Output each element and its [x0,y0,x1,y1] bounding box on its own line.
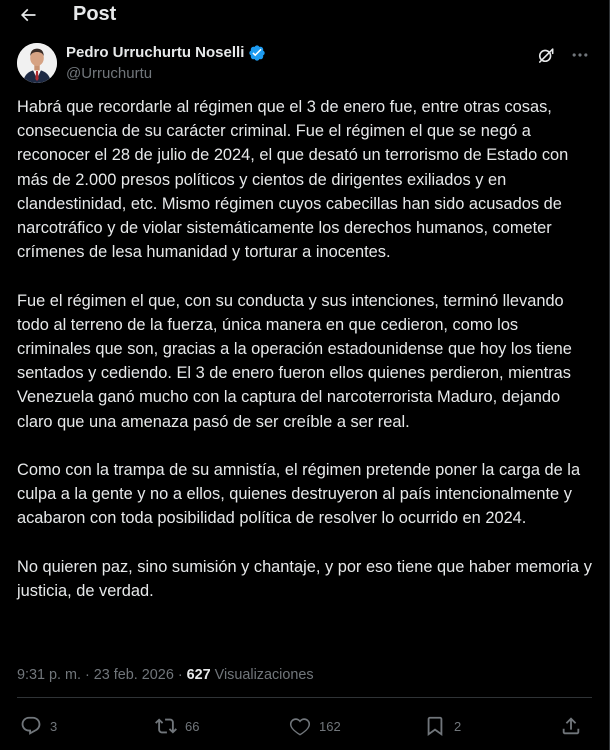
author-actions [534,43,592,67]
author-name-row [66,44,266,62]
action-bar [0,706,609,746]
page-title: Post [73,3,117,25]
back-arrow-icon [18,5,38,25]
post-date[interactable]: 23 feb. 2026 [93,667,174,683]
post-paragraph: No quieren paz, sino sumisión y chantaje, y por eso tiene que haber memoria y justicia, de verdad. [17,557,592,601]
more-horizontal-icon [570,45,590,65]
bookmark-button[interactable] [424,706,461,746]
more-options-button[interactable] [568,43,592,67]
views-label: Visualizaciones [214,667,314,683]
grok-button[interactable] [534,43,558,67]
repost-button[interactable] [155,706,199,746]
post-time[interactable]: 9:31 p. m. [17,667,81,683]
post-text [17,95,592,603]
repost-icon [155,715,177,737]
author-handle[interactable]: @Urruchurtu [66,65,153,82]
post-paragraph: Habrá que recordarle al régimen que el 3 de enero fue, entre otras cosas, consecuencia de su carácter criminal. Fue el régimen el que se negó a reconocer el 28 de julio de 2024, el que desató un terrorismo de Estado con más de 2.000 presos políticos y cientos de dirigentes exiliados y en clandestinidad, etc. Mismo régimen cuyos cabecillas han sido acusados de narcotráfico y de violar sistemáticamente los derechos humanos, cometer crímenes de lesa humanidad y torturar a inocentes. [17,98,569,262]
post-paragraph: Fue el régimen el que, con su conducta y sus intenciones, terminó llevando todo al terreno de la fuerza, única manera en que cedieron, como los criminales que son, gracias a la operación estadounidense que hoy los tiene sentados y cediendo. El 3 de enero fueron ellos quienes perdieron, mientras Venezuela ganó mucho con la captura del narcoterrorista Maduro, dejando claro que una amenaza pasó de ser creíble a ser real. [17,291,572,431]
author-display-name[interactable]: Pedro Urruchurtu Noselli [66,44,245,61]
share-icon [560,715,582,737]
heart-icon [289,715,311,737]
post-paragraph: Como con la trampa de su amnistía, el régimen pretende poner la carga de la culpa a la gente y no a ellos, quienes destruyeron al país intencionalmente y acabaron con toda posibilidad política de resolver lo ocurrido en 2024. [17,461,581,528]
views-count: 627 [186,667,211,683]
repost-count: 66 [185,718,200,734]
share-button[interactable] [560,706,582,746]
grok-icon [536,45,556,65]
top-bar [0,0,609,30]
divider [17,697,592,698]
meta-separator: · [177,667,183,683]
bookmark-count: 2 [454,718,462,734]
bookmark-icon [424,715,446,737]
post-meta [17,665,314,685]
post-author [17,43,592,85]
meta-separator: · [85,667,90,683]
verified-badge-icon[interactable] [248,44,266,62]
reply-button[interactable] [20,706,57,746]
reply-count: 3 [50,718,58,734]
back-button[interactable] [14,2,42,28]
like-count: 162 [319,718,341,734]
like-button[interactable] [289,706,341,746]
reply-icon [20,715,42,737]
avatar-image [17,43,57,83]
avatar[interactable] [17,43,57,83]
